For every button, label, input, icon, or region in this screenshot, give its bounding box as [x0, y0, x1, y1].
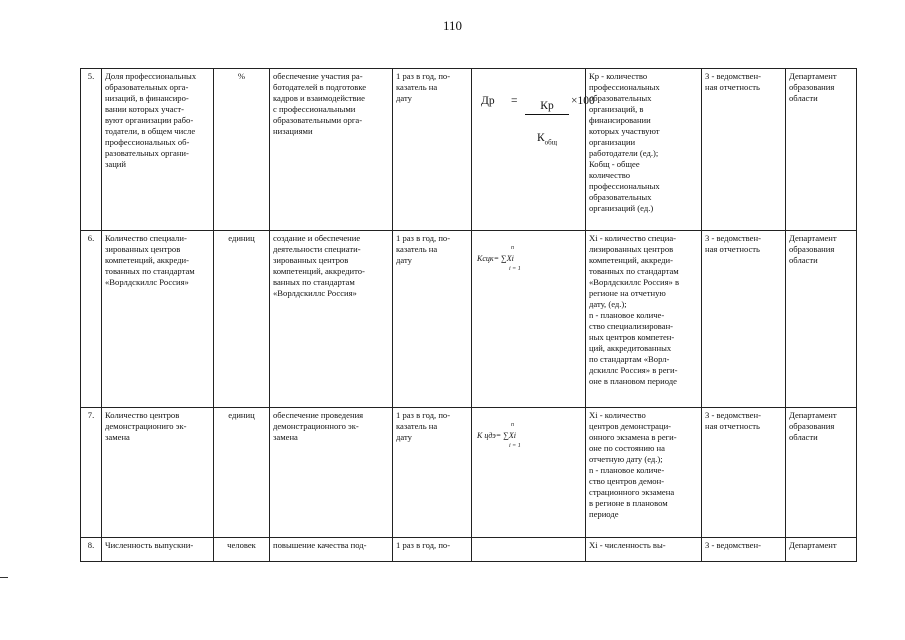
row-number: 8. — [81, 538, 102, 562]
indicator-name: Количество специали- зированных центров компетенций, аккреди- тованных по стандартам «Ворлдскиллс Россия» — [102, 231, 214, 408]
formula-cell — [472, 408, 586, 538]
responsible-body: Департамент образования области — [786, 69, 857, 231]
margin-mark — [0, 577, 8, 578]
formula-cell — [472, 69, 595, 231]
indicator-name: Доля профессиональных образовательных орга- низаций, в финансиро- вании которых участ- вуют организации рабо- тодатели, в общем числе профессиональных об- разовательных органи- заций — [102, 69, 214, 231]
sum-lower-limit: i = 1 — [509, 443, 521, 449]
formula-kcck — [475, 244, 582, 272]
formula-lhs: Др — [481, 95, 495, 107]
responsible-body: Департамент образования области — [786, 231, 857, 408]
reporting-period: 1 раз в год, по- казатель на дату — [393, 231, 472, 408]
formula-denominator-wrap — [525, 130, 569, 147]
reporting-period: 1 раз в год, по- — [393, 538, 472, 562]
variable-description: Кр - количество профессиональных образовательных организаций, в финансировании которых участвуют организации работодатели (ед.); Кобщ - общее количество профессиональных образовательных организаций (ед.) — [586, 69, 702, 231]
indicator-name: Количество центров демонстрациониго эк- замена — [102, 408, 214, 538]
table-row-6 — [81, 231, 857, 408]
formula-kcde — [475, 421, 582, 449]
formula-equals: = — [511, 95, 518, 107]
formula-denominator-sub: общ — [544, 138, 558, 147]
table-row-7 — [81, 408, 857, 538]
row-number: 5. — [81, 69, 102, 231]
indicator-name: Численность выпускни- — [102, 538, 214, 562]
responsible-body: Департамент — [786, 538, 857, 562]
formula-expression: K цдэ= ∑Xi — [477, 431, 517, 440]
unit-of-measure: % — [214, 69, 270, 231]
table-row-8 — [81, 538, 857, 562]
unit-of-measure: единиц — [214, 231, 270, 408]
page-number: 110 — [442, 18, 463, 33]
responsible-body: Департамент образования области — [786, 408, 857, 538]
formula-numerator: Кр — [525, 99, 569, 116]
sum-lower-limit: i = 1 — [509, 266, 521, 272]
data-source: 3 - ведомствен- ная отчетность — [702, 408, 786, 538]
table-row-5 — [81, 69, 857, 231]
indicators-table — [80, 68, 857, 562]
variable-description: Xi - численность вы- — [586, 538, 702, 562]
formula-cell — [472, 231, 586, 408]
data-source: 3 - ведомствен- ная отчетность — [702, 231, 786, 408]
reporting-period: 1 раз в год, по- казатель на дату — [393, 69, 472, 231]
formula-multiplier: ×100 — [571, 95, 595, 107]
sum-upper-limit: n — [511, 422, 514, 428]
formula-fraction — [525, 84, 569, 162]
formula-cell — [472, 538, 586, 562]
formula-dr — [475, 82, 595, 147]
variable-description: Xi - количество центров демонстраци- онного экзамена в реги- оне по состоянию на отчетную дату (ед.); n - плановое количе- ство центров демон- страционного экзамена в регионе в плановом периоде — [586, 408, 702, 538]
measure-description: обеспечение проведения демонстрационного эк- замена — [270, 408, 393, 538]
sum-upper-limit: n — [511, 245, 514, 251]
formula-denominator: К — [536, 132, 545, 145]
unit-of-measure: единиц — [214, 408, 270, 538]
unit-of-measure: человек — [214, 538, 270, 562]
row-number: 7. — [81, 408, 102, 538]
row-number: 6. — [81, 231, 102, 408]
variable-description: Xi - количество специа- лизированных центров компетенций, аккреди- тованных по стандартам «Ворлдскиллс Россия» в регионе на отчетную дату, (ед.); n - плановое количе- ство специализирован- ных центров компетен- ций, аккредитованных по стандартам «Ворл- дскиллс Россия» в реги- оне в плановом периоде — [586, 231, 702, 408]
data-source: 3 - ведомствен- ная отчетность — [702, 69, 786, 231]
measure-description: создание и обеспечение деятельности специати- зированных центров компетенций, аккредито- ванных по стандартам «Ворлдскиллс Россия» — [270, 231, 393, 408]
reporting-period: 1 раз в год, по- казатель на дату — [393, 408, 472, 538]
formula-expression: Kсцк= ∑Xi — [477, 254, 514, 263]
measure-description: обеспечение участия ра- ботодателей в подготовке кадров и взаимодействие с профессиональными образовательными орга- низациями — [270, 69, 393, 231]
data-source: 3 - ведомствен- — [702, 538, 786, 562]
measure-description: повышение качества под- — [270, 538, 393, 562]
